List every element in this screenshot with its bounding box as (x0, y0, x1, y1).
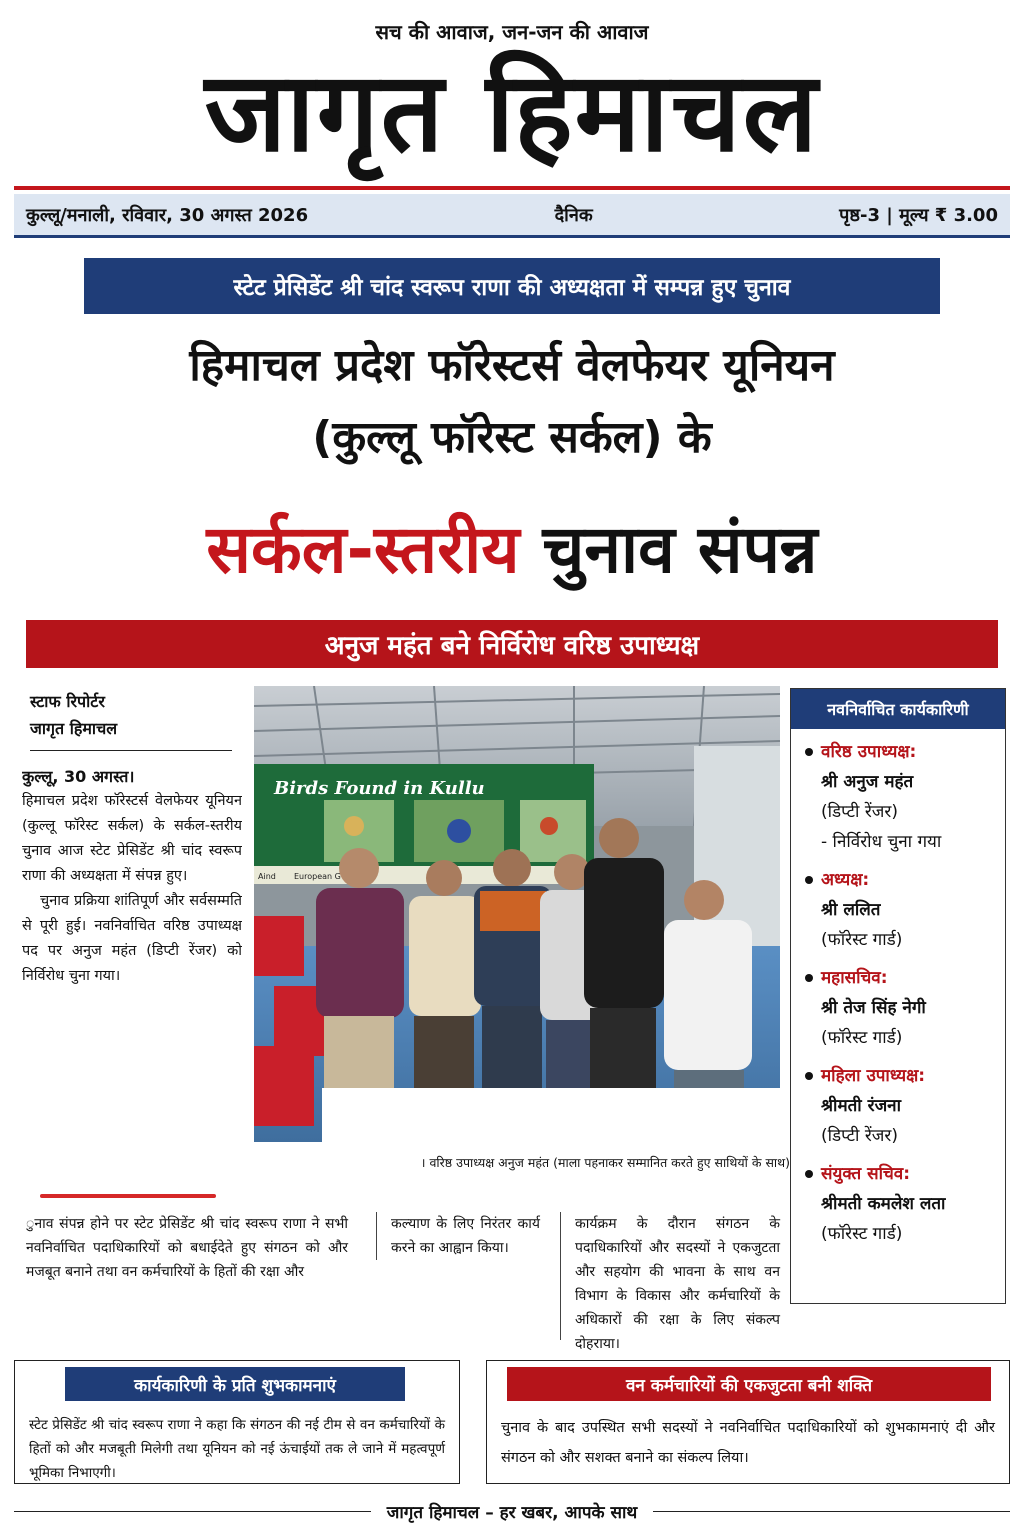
masthead-rule (14, 186, 1010, 190)
headline-emphasis (0, 500, 1024, 600)
dateline-place-date: कुल्लू/मनाली, रविवार, 30 अगस्त 2026 (26, 204, 309, 226)
article-column-2: कल्याण के लिए निरंतर कार्य करने का आह्वान किया। (376, 1212, 540, 1260)
member-name: श्रीमती रंजना (821, 1096, 902, 1116)
article-paragraph-2: चुनाव प्रक्रिया शांतिपूर्ण और सर्वसम्मति से पूरी हुई। नवनिर्वाचित वरिष्ठ उपाध्यक्ष पद पर अनुज महंत (डिप्टी रेंजर) को निर्विरोध चुना गया। (22, 893, 242, 984)
poster-label-2: European G (294, 872, 341, 881)
edition-label: दैनिक (554, 204, 593, 226)
article-body (22, 764, 242, 1104)
poster-banner-text: Birds Found in Kullu (274, 778, 485, 799)
group-photo (254, 686, 780, 1142)
sidebar-title: नवनिर्वाचित कार्यकारिणी (791, 689, 1005, 729)
bullet-icon (805, 1170, 813, 1178)
member-designation: (फॉरेस्ट गार्ड) (821, 1224, 903, 1244)
unity-box-title: वन कर्मचारियों की एकजुटता बनी शक्ति (507, 1367, 991, 1401)
footer (14, 1500, 1010, 1523)
newspaper-title: जागृत हिमाचल (204, 48, 820, 176)
byline-paper: जागृत हिमाचल (30, 719, 118, 738)
red-underline-mark (40, 1194, 216, 1198)
wishes-box-text: स्टेट प्रेसिडेंट श्री चांद स्वरूप राणा ने कहा कि संगठन की नई टीम से वन कर्मचारियों के हितों को और मजबूती मिलेगी तथा यूनियन को नई ऊंचाईयों तक ले जाने में महत्वपूर्ण भूमिका निभाएगी। (29, 1417, 445, 1481)
footer-rule-left (14, 1511, 371, 1512)
member-name: श्री अनुज महंत (821, 772, 914, 792)
unity-box-text: चुनाव के बाद उपस्थित सभी सदस्यों ने नवनिर्वाचित पदाधिकारियों को शुभकामनाएं दी और संगठन को और सशक्त बनाने का संकल्प लिया। (501, 1420, 995, 1466)
member-note: - निर्विरोध चुना गया (821, 832, 942, 852)
member-president (791, 857, 1005, 955)
member-designation: (फॉरेस्ट गार्ड) (821, 1028, 903, 1048)
bullet-icon (805, 974, 813, 982)
headline-line-2: (कुल्लू फॉरेस्ट सर्कल) के (312, 412, 712, 463)
member-role: अध्यक्ष: (821, 870, 870, 890)
byline (30, 688, 232, 751)
unity-box (486, 1360, 1010, 1484)
page-price: पृष्ठ-3 | मूल्य ₹ 3.00 (839, 204, 998, 226)
masthead-tagline: सच की आवाज, जन-जन की आवाज (375, 20, 649, 44)
bullet-icon (805, 1072, 813, 1080)
article-column-3: कार्यक्रम के दौरान संगठन के पदाधिकारियों और सदस्यों ने एकजुटता और सहयोग की भावना के साथ वन विभाग के विकास और कर्मचारियों के अधिकारों की रक्षा के लिए संकल्प दोहराया। (560, 1212, 780, 1340)
member-name: श्री तेज सिंह नेगी (821, 998, 926, 1018)
article-lead: कुल्लू, 30 अगस्त। (22, 767, 135, 786)
wishes-box-title: कार्यकारिणी के प्रति शुभकामनाएं (65, 1367, 405, 1401)
member-designation: (डिप्टी रेंजर) (821, 1126, 898, 1146)
member-role: महिला उपाध्यक्ष: (821, 1066, 926, 1086)
headline-red-part: सर्कल-स्तरीय (206, 511, 520, 588)
main-headline (0, 330, 1024, 474)
member-joint-secretary (791, 1151, 1005, 1249)
wishes-box (14, 1360, 460, 1484)
bullet-icon (805, 748, 813, 756)
member-women-vice-president (791, 1053, 1005, 1151)
subhead-banner: अनुज महंत बने निर्विरोध वरिष्ठ उपाध्यक्ष (26, 620, 998, 668)
byline-role: स्टाफ रिपोर्टर (30, 692, 105, 711)
member-role: वरिष्ठ उपाध्यक्ष: (821, 742, 917, 762)
member-role: संयुक्त सचिव: (821, 1164, 911, 1184)
dateline-bar (14, 194, 1010, 238)
headline-line-1: हिमाचल प्रदेश फॉरेस्टर्स वेलफेयर यूनियन (189, 340, 835, 391)
member-designation: (डिप्टी रेंजर) (821, 802, 898, 822)
photo-caption: । वरिष्ठ उपाध्यक्ष अनुज महंत (माला पहनाकर सम्मानित करते हुए साथियों के साथ) (420, 1155, 790, 1170)
article-paragraph-1: हिमाचल प्रदेश फॉरेस्टर्स वेलफेयर यूनियन (कुल्लू फॉरेस्ट सर्कल) के सर्कल-स्तरीय चुनाव आज स्टेट प्रेसिडेंट श्री चांद स्वरूप राणा की अध्यक्षता में संपन्न हुए। (22, 793, 242, 884)
kicker-banner: स्टेट प्रेसिडेंट श्री चांद स्वरूप राणा की अध्यक्षता में सम्पन्न हुए चुनाव (84, 258, 940, 314)
member-role: महासचिव: (821, 968, 888, 988)
executive-sidebar (790, 688, 1006, 1304)
member-senior-vice-president (791, 729, 1005, 857)
article-column-1: ुनाव संपन्न होने पर स्टेट प्रेसिडेंट श्री चांद स्वरूप राणा ने सभी नवनिर्वाचित पदाधिकारियों को बधाईदेते हुए संगठन को और मजबूत बनाने तथा वन कर्मचारियों के हितों की रक्षा और (26, 1216, 348, 1280)
member-designation: (फॉरेस्ट गार्ड) (821, 930, 903, 950)
member-name: श्री ललित (821, 900, 881, 920)
member-general-secretary (791, 955, 1005, 1053)
headline-black-part: चुनाव संपन्न (542, 511, 818, 588)
footer-slogan: जागृत हिमाचल – हर खबर, आपके साथ (386, 1503, 638, 1523)
poster-label-1: Aind (258, 872, 276, 881)
bullet-icon (805, 876, 813, 884)
footer-rule-right (653, 1511, 1010, 1512)
member-name: श्रीमती कमलेश लता (821, 1194, 946, 1214)
